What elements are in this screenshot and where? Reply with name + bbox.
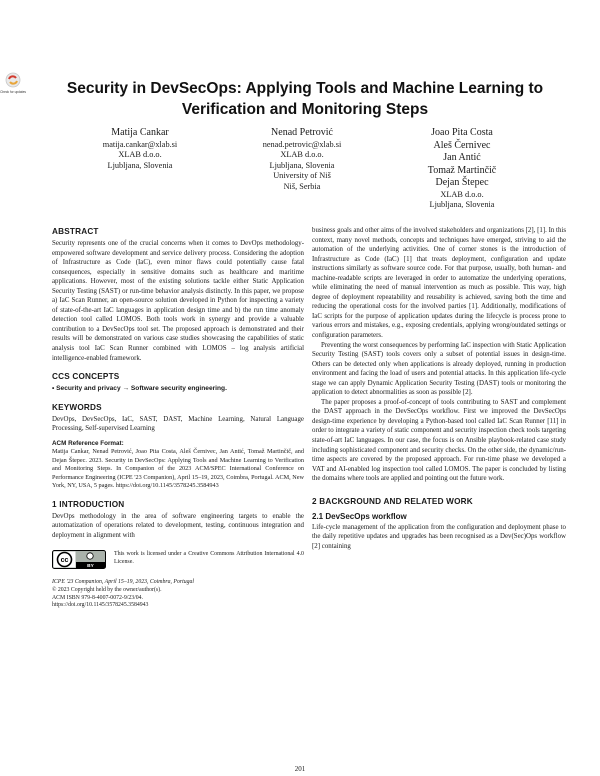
background-heading: 2 BACKGROUND AND RELATED WORK: [312, 496, 473, 506]
author-city: Ljubljana, Slovenia: [107, 160, 173, 170]
creative-commons-by-icon[interactable]: [52, 550, 106, 569]
svg-text:cc: cc: [60, 557, 69, 565]
author-block-2: [232, 127, 372, 192]
keywords-text: DevOps, DevSecOps, IaC, SAST, DAST, Machine Learning, Natural Language Processing, Self-supervised Learning: [52, 415, 304, 433]
author-org: University of Niš: [273, 171, 331, 180]
author-name: Aleš Černivec: [433, 139, 491, 151]
background-paragraph: Life-cycle management of the application from the configuration and deployment phase to the daily repetitive updates and upgrades has been recognised as a Dev(Sec)Ops workflow [2] containing: [312, 523, 566, 550]
introduction-text: DevOps methodology in the area of software engineering targets to enable the automatization of operations related to development, testing, continuous integration and deployment in alignment with: [52, 512, 304, 539]
author-email[interactable]: matija.cankar@xlab.si: [102, 139, 178, 149]
ccs-text: • Security and privacy → Software security engineering.: [52, 385, 227, 393]
author-name: Tomaž Martinčič: [427, 164, 497, 176]
author-name: Joao Pita Costa: [431, 127, 493, 138]
author-block-1: [70, 127, 210, 171]
devsecops-workflow-heading: 2.1 DevSecOps workflow: [312, 511, 407, 521]
author-org: XLAB d.o.o.: [440, 189, 484, 199]
intro-paragraph: Preventing the worst consequences by performing IaC inspection with Static Application Security Testing (SAST) tools covers only a subset of potential issues in design-time. Others can be detected only when applications is already deployed, running in production environment and facing the load of users and potential attacks. In this application life-cycle stage we can apply Dynamic Application Security Testing (DAST) tools or monitoring the application to detect abnormalities as soon as possible [2].: [312, 341, 566, 397]
keywords-heading: KEYWORDS: [52, 402, 102, 412]
intro-paragraph: The paper proposes a proof-of-concept of tools contributing to SAST and complement the DAST approach in the DevSecOps workflow. First we improved the DevSecOps design-time experience by developing a Python-based tool called IaC Scan Runner [11] in order to integrate a variety of static component and security inspection check tools targeting state-of-art IaC languages. In our case, the focus is on Ansible playbook-related case study including sophisticated component and security checks. On the other side, the dynamic/run-time aspects are covered by the proposed approach. For run-time phase we developed a VAT and AI-enabled log inspection tool called LOMOS. The paper is concluded by listing the domains where tools are applied and pointing out the future work.: [312, 398, 566, 483]
isbn-line: ACM ISBN 979-8-4007-0072-9/23/04.: [52, 594, 143, 601]
author-org: XLAB d.o.o.: [280, 150, 324, 159]
author-name: Jan Antić: [443, 152, 481, 163]
copyright-line: © 2023 Copyright held by the owner/author(s).: [52, 587, 162, 594]
author-org: XLAB d.o.o.: [118, 150, 162, 159]
left-column: [52, 226, 304, 610]
license-block: [52, 550, 304, 569]
reference-format-text: Matija Cankar, Nenad Petrović, Joao Pita Costa, Aleš Černivec, Jan Antić, Tomaž Martinčič, and Dejan Štepec. 2023. Security in DevSecOps: Applying Tools and Machine Learning to Verification and Monitoring Steps. In Companion of the 2023 ACM/SPEC International Conference on Performance Engineering (ICPE '23 Companion), April 15–19, 2023, Coimbra, Portugal. ACM, New York, NY, USA, 5 pages. https://doi.org/10.1145/3578245.3584943: [52, 448, 304, 490]
right-column: [312, 226, 566, 551]
introduction-heading: 1 INTRODUCTION: [52, 499, 125, 509]
paper-title: Security in DevSecOps: Applying Tools and Machine Learning to Verification and Monitoring Steps: [66, 80, 544, 118]
author-name: Nenad Petrović: [271, 127, 333, 138]
author-email[interactable]: nenad.petrovic@xlab.si: [262, 139, 342, 149]
check-for-updates-badge[interactable]: [0, 70, 26, 96]
author-city: Niš, Serbia: [283, 181, 321, 191]
reference-format-label: ACM Reference Format:: [52, 439, 124, 447]
author-city: Ljubljana, Slovenia: [269, 160, 335, 170]
author-name: Matija Cankar: [111, 127, 169, 138]
author-block-3: [392, 127, 532, 211]
copyright-footnote: [52, 579, 304, 609]
badge-label: Check for updates: [0, 90, 26, 94]
page-number: 201: [294, 765, 306, 773]
intro-paragraph: business goals and other aims of the involved stakeholders and organizations [2], [1]. In this context, many novel methods, concepts and techniques have emerged, striving to aid the automation of the underlying activities. One of corner stones is the introduction of Infrastructure as Code (IaC) [1] that treats deployment, configuration and update instructions similarly as software source code. For that purpose, usually, both human- and machine-readable scripts are leveraged in order to automatize the underlying operations, while eliminating the need of manual intervention as much as possible. This way, high degree of deployment repeatability and reusability is achieved, saving both the time and reducing the operational costs for the involved parties [1]. Additionally, modifications of IaC scripts for the purpose of application updates during the lifecycle is process prone to various errors and mistakes, e.g., exposing credentials, applying wrong/outdated settings or configuration parameters.: [312, 227, 567, 340]
author-city: Ljubljana, Slovenia: [429, 200, 495, 209]
conference-line: ICPE '23 Companion, April 15–19, 2023, Coimbra, Portugal: [52, 579, 195, 586]
doi-link[interactable]: https://doi.org/10.1145/3578245.3584943: [52, 602, 149, 609]
license-text: This work is licensed under a Creative Commons Attribution International 4.0 License.: [114, 551, 304, 566]
abstract-heading: ABSTRACT: [52, 227, 99, 236]
author-name: Dejan Štepec: [435, 177, 489, 188]
ccs-heading: CCS CONCEPTS: [52, 372, 120, 382]
license-badge-text: BY: [87, 564, 94, 570]
abstract-text: Security represents one of the crucial concerns when it comes to DevOps methodology-empowered software development and service delivery process. Considering the adoption of Infrastructure as Code (IaC), even minor flaws could potentially cause fatal consequences, especially in sensitive domains such as healthcare and maritime applications. However, most of the existing solutions tackle either Static Application Security Testing (SAST) or run-time behavior analysis distinctly. In this paper, we propose a) IaC Scan Runner, an open-source solution developed in Python for inspecting a variety of state-of-the-art IaC languages in application design time and b) the run time anomaly detection tool called LOMOS. Both tools work in synergy and provide a valuable contribution to a DevSecOps tool set. The proposed approach is demonstrated and their results will be demonstrated on various case studies showcasing the capabilities of static analysis tool IaC Scan Runner combined with LOMOS – log analysis artificial intelligence-enabled framework.: [52, 240, 304, 362]
